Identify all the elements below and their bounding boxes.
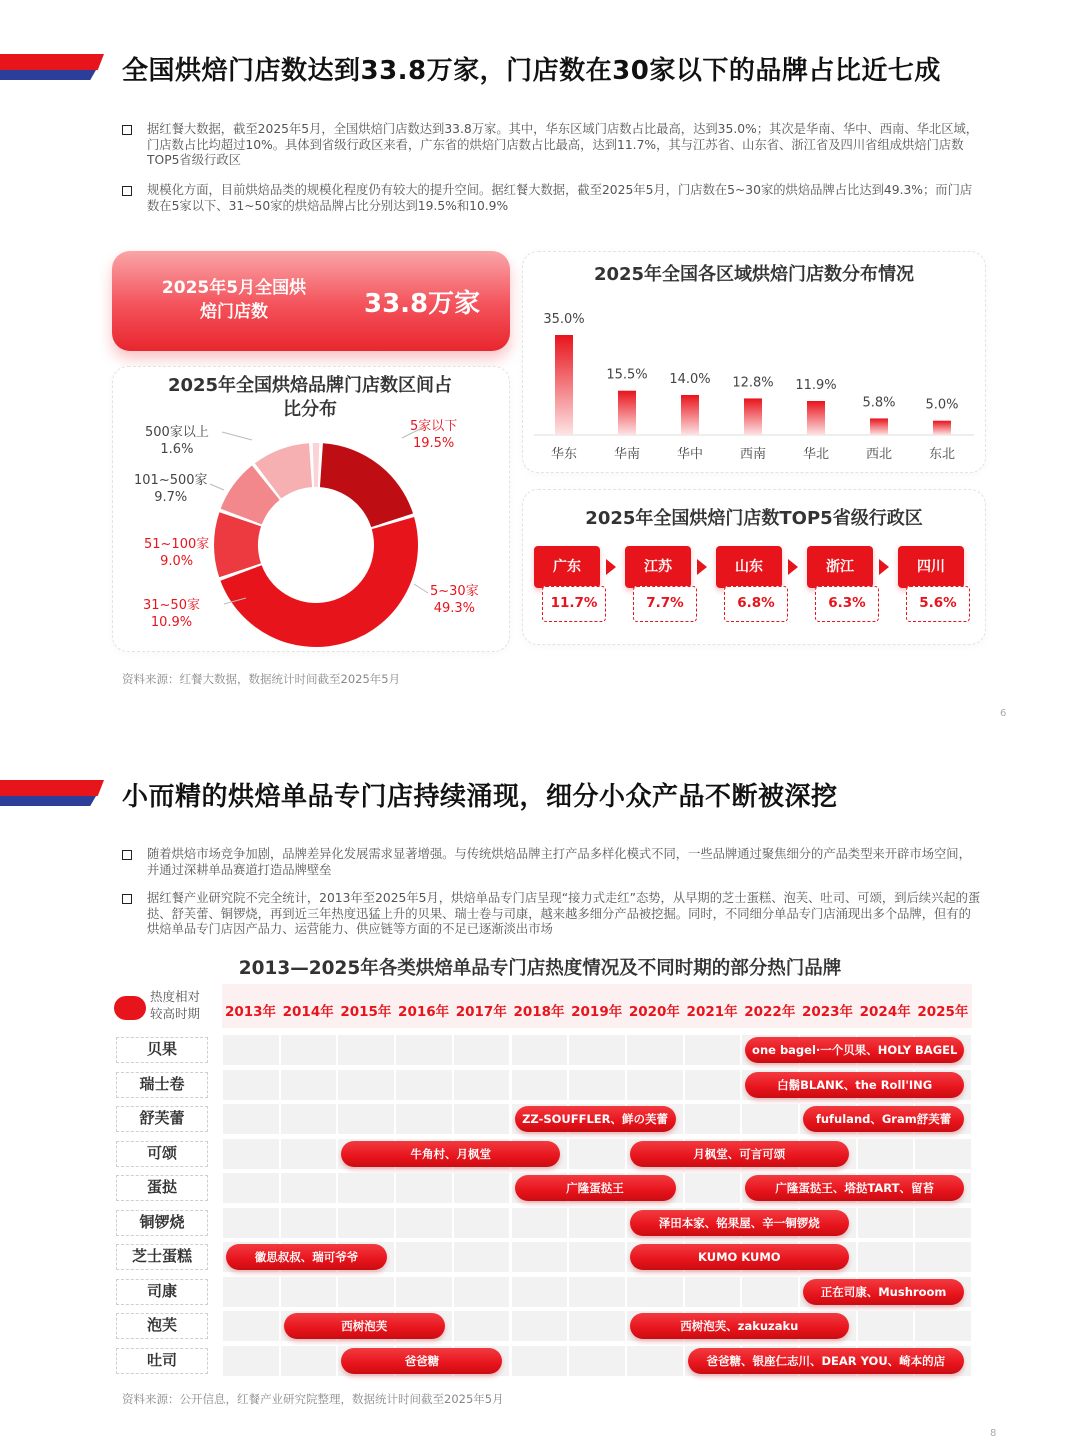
gantt-bar: 爸爸糖、银座仁志川、DEAR YOU、崎本的店 — [688, 1348, 965, 1374]
gantt-year-header: 2018年 — [513, 1004, 565, 1020]
gantt-cell — [858, 1242, 914, 1272]
gantt-row-label: 贝果 — [116, 1037, 208, 1063]
gantt-cell — [512, 1035, 568, 1065]
gantt-cell — [627, 1346, 683, 1376]
gantt-cell — [512, 1346, 568, 1376]
gantt-cell — [569, 1208, 625, 1238]
top5-value-2: 6.8% — [724, 586, 788, 622]
bar-value-label: 11.9% — [795, 378, 837, 393]
gantt-bar: 正在司康、Mushroom — [803, 1279, 964, 1305]
top5-province-4: 四川 — [898, 546, 964, 588]
gantt-cell — [223, 1104, 279, 1134]
gantt-cell — [685, 1173, 741, 1203]
gantt-cell — [281, 1104, 337, 1134]
gantt-cell — [569, 1035, 625, 1065]
gantt-cell — [858, 1139, 914, 1169]
gantt-bar: fufuland、Gram舒芙蕾 — [803, 1106, 964, 1132]
gantt-cell — [685, 1277, 741, 1307]
gantt-year-header: 2016年 — [398, 1004, 450, 1020]
region-bar-chart — [522, 251, 986, 473]
gantt-cell — [338, 1173, 394, 1203]
top5-province-1: 江苏 — [625, 546, 691, 588]
gantt-row-label: 芝士蛋糕 — [116, 1244, 208, 1270]
section1-bullet-2: 规模化方面，目前烘焙品类的规模化程度仍有较大的提升空间。据红餐大数据，截至2025年5月，门店数在5~30家的烘焙品牌占比达到49.3%；而门店数在5家以下、31~50家的烘焙品牌占比分别达到19.5%和10.9% — [122, 183, 982, 214]
gantt-cell — [223, 1311, 279, 1341]
gantt-cell — [685, 1035, 741, 1065]
top5-value-0: 11.7% — [542, 586, 606, 622]
gantt-row-label: 铜锣烧 — [116, 1210, 208, 1236]
bar-value-label: 15.5% — [606, 367, 648, 383]
gantt-cell — [281, 1208, 337, 1238]
top5-province-2: 山东 — [716, 546, 782, 588]
gantt-row-label: 吐司 — [116, 1348, 208, 1374]
pie-label-101-500: 101~500家 9.7% — [134, 473, 208, 505]
accent-blue-stripe — [0, 796, 96, 806]
top5-value-4: 5.6% — [906, 586, 970, 622]
gantt-legend-label: 热度相对较高时期 — [150, 989, 201, 1021]
section1-source: 资料来源：红餐大数据，数据统计时间截至2025年5月 — [122, 672, 401, 686]
pie-label-31-50: 31~50家 10.9% — [143, 598, 200, 630]
gantt-bar: 广隆蛋挞王、塔挞TART、留苔 — [745, 1175, 964, 1201]
top5-province-3: 浙江 — [807, 546, 873, 588]
gantt-cell — [454, 1035, 510, 1065]
gantt-cell — [281, 1173, 337, 1203]
gantt-cell — [569, 1346, 625, 1376]
section2-source: 资料来源：公开信息，红餐产业研究院整理，数据统计时间截至2025年5月 — [122, 1392, 504, 1406]
gantt-year-header: 2017年 — [455, 1004, 507, 1020]
gantt-bar: 徽思叔叔、瑞可爷爷 — [226, 1244, 387, 1270]
gantt-cell — [396, 1173, 452, 1203]
gantt-cell — [396, 1035, 452, 1065]
gantt-cell — [281, 1070, 337, 1100]
kpi-card — [112, 251, 510, 351]
bullet-square-icon — [122, 186, 132, 196]
bar-value-label: 5.0% — [925, 397, 959, 413]
gantt-cell — [915, 1139, 971, 1169]
gantt-year-header: 2014年 — [282, 1004, 334, 1020]
gantt-year-header: 2021年 — [686, 1004, 738, 1020]
gantt-cell — [915, 1208, 971, 1238]
gantt-year-header: 2015年 — [340, 1004, 392, 1020]
gantt-cell — [454, 1242, 510, 1272]
gantt-cell — [454, 1208, 510, 1238]
top5-title: 2025年全国烘焙门店数TOP5省级行政区 — [585, 508, 923, 529]
gantt-cell — [627, 1035, 683, 1065]
gantt-cell — [512, 1242, 568, 1272]
gantt-cell — [454, 1104, 510, 1134]
gantt-bar: 月枫堂、可言可颂 — [630, 1141, 849, 1167]
gantt-cell — [396, 1104, 452, 1134]
gantt-bar: 广隆蛋挞王 — [515, 1175, 676, 1201]
bar-华中 — [681, 395, 699, 435]
donut-slice-2 — [214, 512, 261, 577]
gantt-cell — [512, 1277, 568, 1307]
gantt-cell — [223, 1277, 279, 1307]
gantt-cell — [338, 1277, 394, 1307]
gantt-cell — [685, 1104, 741, 1134]
gantt-year-header: 2023年 — [801, 1004, 854, 1020]
gantt-cell — [223, 1070, 279, 1100]
gantt-cell — [223, 1139, 279, 1169]
gantt-bar: 白鬍BLANK、the Roll'ING — [745, 1072, 964, 1098]
gantt-cell — [223, 1173, 279, 1203]
bar-华南 — [618, 391, 636, 435]
pie-title: 2025年全国烘焙品牌门店数区间占比分布 — [167, 375, 453, 420]
gantt-cell — [454, 1070, 510, 1100]
right-arrow-icon — [788, 559, 798, 575]
accent-red-stripe — [0, 54, 104, 70]
gantt-year-header: 2013年 — [224, 1004, 277, 1020]
section2-title: 小而精的烘焙单品专门店持续涌现，细分小众产品不断被深挖 — [122, 782, 838, 812]
bullet-square-icon — [122, 125, 132, 135]
gantt-bar: KUMO KUMO — [630, 1244, 849, 1270]
right-arrow-icon — [697, 559, 707, 575]
gantt-cell — [281, 1139, 337, 1169]
pie-label-500plus: 500家以上 1.6% — [145, 425, 209, 457]
gantt-title: 2013—2025年各类烘焙单品专门店热度情况及不同时期的部分热门品牌 — [238, 958, 842, 979]
right-arrow-icon — [606, 559, 616, 575]
gantt-cell — [512, 1070, 568, 1100]
top5-province-0: 广东 — [534, 546, 600, 588]
donut-leader-line — [210, 484, 224, 490]
bar-value-label: 12.8% — [732, 375, 774, 391]
bullet-square-icon — [122, 850, 132, 860]
gantt-cell — [396, 1070, 452, 1100]
gantt-cell — [742, 1277, 798, 1307]
gantt-cell — [223, 1346, 279, 1376]
gantt-cell — [512, 1208, 568, 1238]
gantt-bar: 西树泡芙 — [284, 1313, 445, 1339]
gantt-cell — [569, 1311, 625, 1341]
bar-value-label: 35.0% — [543, 312, 585, 327]
bar-东北 — [933, 421, 951, 435]
accent-red-stripe — [0, 780, 104, 796]
gantt-cell — [627, 1070, 683, 1100]
section2-title-accent — [0, 780, 104, 806]
pie-label-below5: 5家以下 19.5% — [410, 419, 458, 451]
gantt-cell — [858, 1208, 914, 1238]
gantt-cell — [396, 1242, 452, 1272]
gantt-cell — [223, 1035, 279, 1065]
gantt-year-header: 2025年 — [917, 1004, 969, 1020]
gantt-cell — [281, 1277, 337, 1307]
right-arrow-icon — [879, 559, 889, 575]
gantt-bar: 爸爸糖 — [341, 1348, 502, 1374]
section2-bullet-2: 据红餐产业研究院不完全统计，2013年至2025年5月，烘焙单品专门店呈现“接力式走红”态势，从早期的芝士蛋糕、泡芙、吐司、可颂，到后续兴起的蛋挞、舒芙蕾、铜锣烧，再到近三年热度迅猛上升的贝果、瑞士卷与司康，越来越多细分产品被挖掘。同时，不同细分单品专门店涌现出多个品牌，但有的烘焙单品专门店因产品力、运营能力、供应链等方面的不足已逐渐淡出市场 — [122, 891, 982, 938]
bar-西南 — [744, 398, 762, 435]
gantt-legend-swatch — [114, 996, 146, 1020]
gantt-year-header: 2024年 — [859, 1004, 911, 1020]
pie-label-51-100: 51~100家 9.0% — [144, 537, 210, 569]
gantt-cell — [454, 1173, 510, 1203]
gantt-cell — [685, 1070, 741, 1100]
gantt-bar: one bagel·一个贝果、HOLY BAGEL — [745, 1037, 964, 1063]
gantt-cell — [454, 1277, 510, 1307]
bar-category-label: 西北 — [865, 447, 893, 462]
bar-category-label: 华东 — [550, 447, 578, 462]
donut-slice-0 — [320, 443, 413, 527]
gantt-cell — [915, 1242, 971, 1272]
bar-value-label: 14.0% — [669, 372, 711, 387]
kpi-value: 33.8万家 — [364, 289, 481, 319]
page-number-6: 6 — [1000, 708, 1007, 719]
gantt-cell — [627, 1277, 683, 1307]
gantt-cell — [338, 1070, 394, 1100]
gantt-bar: ZZ-SOUFFLER、鲜の芙蕾 — [515, 1106, 676, 1132]
gantt-cell — [281, 1035, 337, 1065]
section1-title: 全国烘焙门店数达到33.8万家，门店数在30家以下的品牌占比近七成 — [122, 56, 941, 86]
gantt-row-label: 泡芙 — [116, 1313, 208, 1339]
gantt-bar: 西树泡芙、zakuzaku — [630, 1313, 849, 1339]
bar-value-label: 5.8% — [862, 395, 896, 411]
gantt-cell — [858, 1311, 914, 1341]
bar-category-label: 华北 — [802, 447, 830, 462]
pie-label-5-30: 5~30家 49.3% — [430, 584, 479, 616]
donut-leader-line — [414, 584, 428, 593]
accent-blue-stripe — [0, 70, 96, 80]
section1-bullet-1: 据红餐大数据，截至2025年5月，全国烘焙门店数达到33.8万家。其中，华东区域门店数占比最高，达到35.0%；其次是华南、华中、西南、华北区域，门店数占比均超过10%。具体到省级行政区来看，广东省的烘焙门店数占比最高，达到11.7%，其与江苏省、山东省、浙江省及四川省组成烘焙门店数TOP5省级行政区 — [122, 122, 982, 169]
gantt-year-header: 2020年 — [628, 1004, 680, 1020]
bullet-square-icon — [122, 894, 132, 904]
gantt-year-header: 2022年 — [744, 1004, 796, 1020]
gantt-row-label: 瑞士卷 — [116, 1072, 208, 1098]
gantt-cell — [512, 1311, 568, 1341]
gantt-cell — [569, 1070, 625, 1100]
gantt-row-label: 可颂 — [116, 1141, 208, 1167]
gantt-bar: 泽田本家、铭果屋、辛一铜锣烧 — [630, 1210, 849, 1236]
gantt-row-label: 蛋挞 — [116, 1175, 208, 1201]
gantt-cell — [569, 1277, 625, 1307]
gantt-cell — [454, 1311, 510, 1341]
donut-slice-5 — [313, 443, 320, 487]
gantt-bar: 牛角村、月枫堂 — [341, 1141, 560, 1167]
gantt-cell — [338, 1035, 394, 1065]
page-number-8: 8 — [990, 1428, 997, 1439]
gantt-cell — [569, 1139, 625, 1169]
gantt-cell — [742, 1104, 798, 1134]
bar-title: 2025年全国各区域烘焙门店数分布情况 — [593, 264, 915, 285]
gantt-year-header: 2019年 — [571, 1004, 623, 1020]
gantt-row-label: 舒芙蕾 — [116, 1106, 208, 1132]
top5-value-1: 7.7% — [633, 586, 697, 622]
section1-title-accent — [0, 54, 104, 80]
bar-category-label: 华中 — [676, 447, 704, 462]
gantt-cell — [569, 1242, 625, 1272]
gantt-cell — [223, 1208, 279, 1238]
bar-华北 — [807, 401, 825, 435]
gantt-cell — [338, 1104, 394, 1134]
bar-category-label: 东北 — [928, 447, 956, 462]
gantt-cell — [396, 1277, 452, 1307]
bar-category-label: 华南 — [613, 447, 641, 462]
bar-category-label: 西南 — [739, 447, 767, 462]
gantt-row-label: 司康 — [116, 1279, 208, 1305]
bar-西北 — [870, 418, 888, 435]
section2-bullet-1: 随着烘焙市场竞争加剧，品牌差异化发展需求显著增强。与传统烘焙品牌主打产品多样化模式不同，一些品牌通过聚焦细分的产品类型来开辟市场空间，并通过深耕单品赛道打造品牌壁垒 — [122, 847, 982, 878]
donut-leader-line — [222, 432, 252, 440]
top5-value-3: 6.3% — [815, 586, 879, 622]
gantt-cell — [338, 1208, 394, 1238]
gantt-cell — [281, 1346, 337, 1376]
gantt-cell — [915, 1311, 971, 1341]
gantt-cell — [396, 1208, 452, 1238]
bar-华东 — [555, 335, 573, 435]
kpi-label: 2025年5月全国烘焙门店数 — [161, 278, 307, 322]
